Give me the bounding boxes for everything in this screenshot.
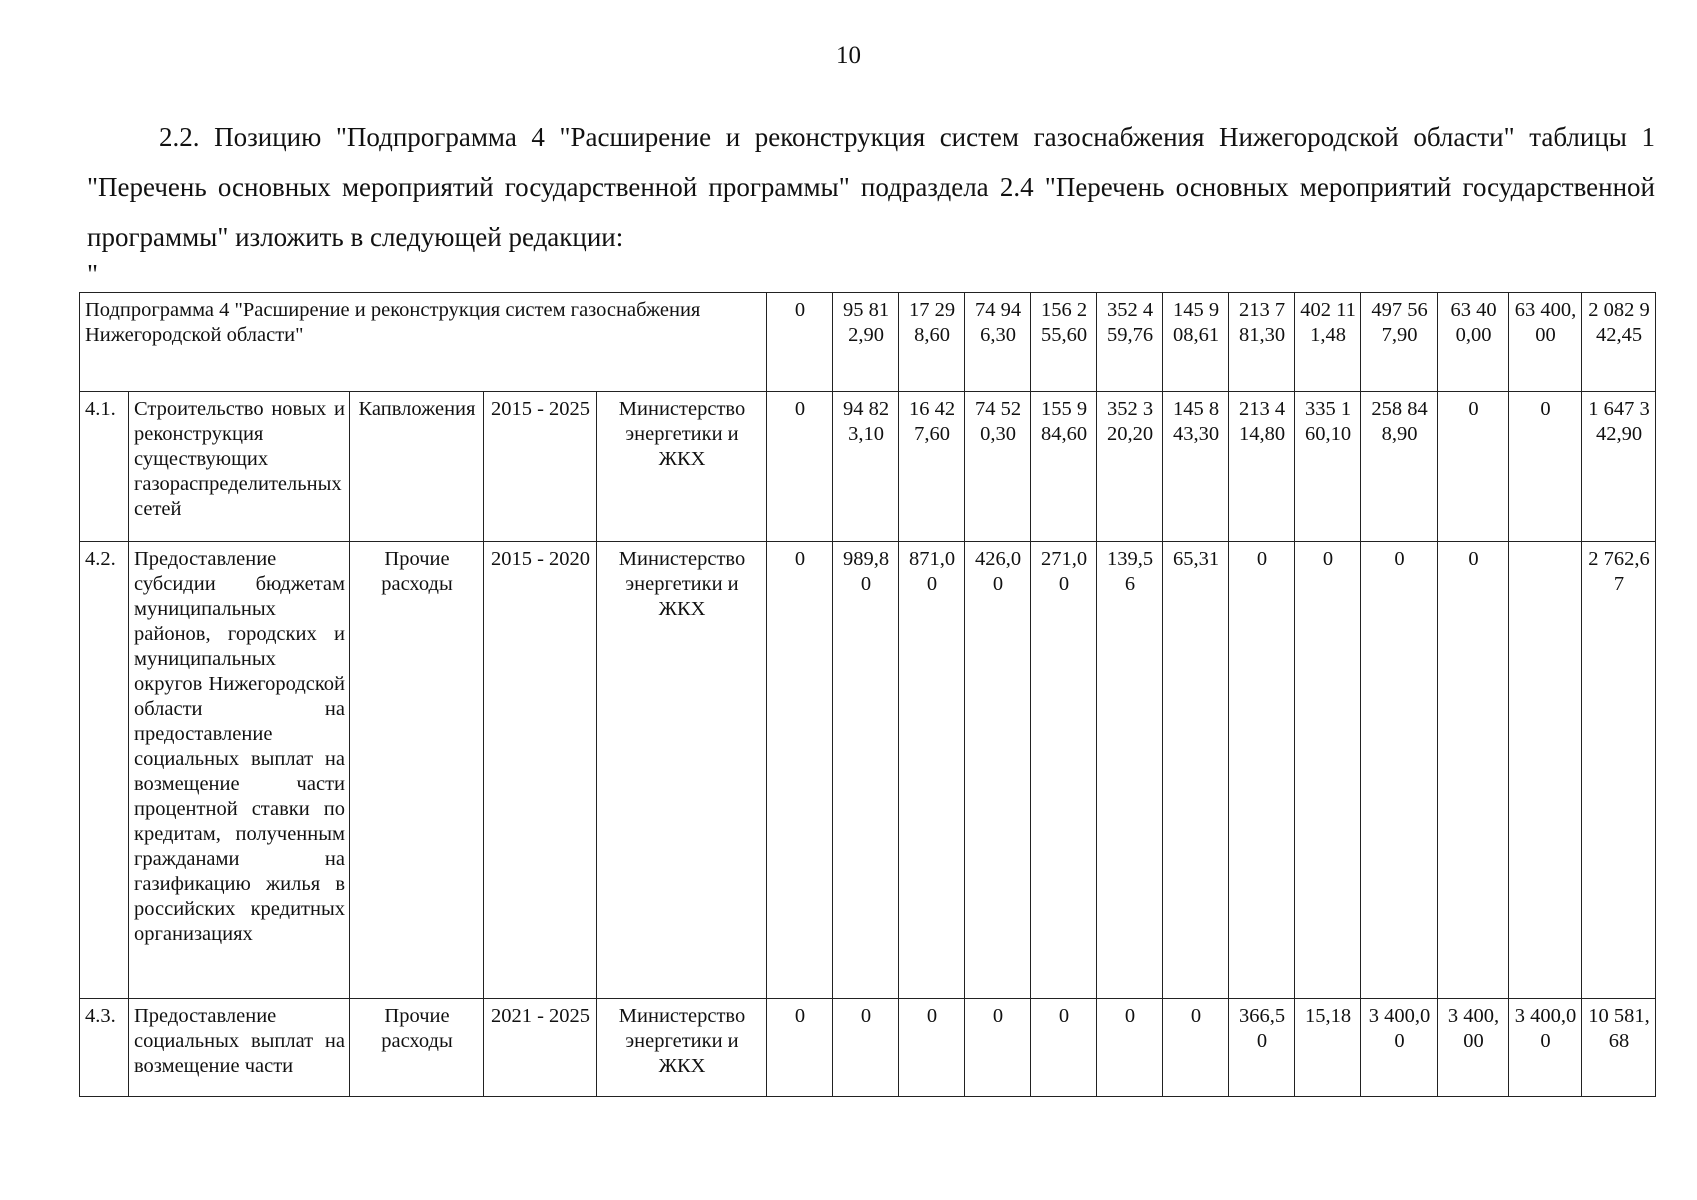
value-cell: 213 414,80 — [1229, 392, 1295, 542]
subprogram-title: Подпрограмма 4 "Расширение и реконструкция систем газоснабжения Нижегородской области" — [80, 293, 767, 392]
executor: Министерство энергетики и ЖКХ — [597, 542, 767, 999]
value-cell: 63 400,00 — [1509, 293, 1582, 392]
period: 2021 - 2025 — [484, 999, 597, 1097]
activities-table — [79, 292, 1656, 1097]
value-cell: 0 — [767, 542, 833, 999]
value-cell: 0 — [1097, 999, 1163, 1097]
value-cell — [1509, 542, 1582, 999]
intro-paragraph — [87, 112, 1655, 262]
value-cell: 0 — [899, 999, 965, 1097]
value-cell: 366,50 — [1229, 999, 1295, 1097]
value-cell: 94 823,10 — [833, 392, 899, 542]
value-cell: 0 — [1438, 392, 1509, 542]
period: 2015 - 2020 — [484, 542, 597, 999]
value-cell: 0 — [965, 999, 1031, 1097]
value-cell: 2 082 942,45 — [1582, 293, 1656, 392]
expense-type: Капвложения — [350, 392, 484, 542]
value-cell: 989,80 — [833, 542, 899, 999]
value-cell: 0 — [1295, 542, 1361, 999]
executor: Министерство энергетики и ЖКХ — [597, 999, 767, 1097]
value-cell: 352 459,76 — [1097, 293, 1163, 392]
table-row — [80, 999, 1656, 1097]
value-cell: 139,56 — [1097, 542, 1163, 999]
value-cell: 0 — [1163, 999, 1229, 1097]
value-cell: 0 — [1509, 392, 1582, 542]
value-cell: 145 843,30 — [1163, 392, 1229, 542]
value-cell: 0 — [1031, 999, 1097, 1097]
opening-quote: " — [87, 259, 99, 289]
value-cell: 63 400,00 — [1438, 293, 1509, 392]
row-number: 4.3. — [80, 999, 129, 1097]
value-cell: 1 647 342,90 — [1582, 392, 1656, 542]
activity-name: Строительство новых и реконструкция существующих газораспределительных сетей — [129, 392, 350, 542]
value-cell: 0 — [1361, 542, 1438, 999]
value-cell: 402 111,48 — [1295, 293, 1361, 392]
subprogram-row — [80, 293, 1656, 392]
activity-name: Предоставление субсидии бюджетам муниципальных районов, городских и муниципальных округов Нижегородской области на предоставление социальных выплат на возмещение части процентной ставки по кредитам, полученным гражданами на газификацию жилья в российских кредитных организациях — [129, 542, 350, 999]
value-cell: 271,00 — [1031, 542, 1097, 999]
value-cell: 65,31 — [1163, 542, 1229, 999]
value-cell: 352 320,20 — [1097, 392, 1163, 542]
value-cell: 3 400,00 — [1509, 999, 1582, 1097]
value-cell: 155 984,60 — [1031, 392, 1097, 542]
value-cell: 95 812,90 — [833, 293, 899, 392]
value-cell: 426,00 — [965, 542, 1031, 999]
value-cell: 3 400,00 — [1361, 999, 1438, 1097]
value-cell: 258 848,90 — [1361, 392, 1438, 542]
value-cell: 10 581,68 — [1582, 999, 1656, 1097]
executor: Министерство энергетики и ЖКХ — [597, 392, 767, 542]
value-cell: 145 908,61 — [1163, 293, 1229, 392]
row-number: 4.1. — [80, 392, 129, 542]
value-cell: 74 946,30 — [965, 293, 1031, 392]
row-number: 4.2. — [80, 542, 129, 999]
activity-name: Предоставление социальных выплат на возмещение части — [129, 999, 350, 1097]
value-cell: 17 298,60 — [899, 293, 965, 392]
value-cell: 3 400,00 — [1438, 999, 1509, 1097]
value-cell: 0 — [1229, 542, 1295, 999]
table-row — [80, 542, 1656, 999]
expense-type: Прочие расходы — [350, 542, 484, 999]
value-cell: 15,18 — [1295, 999, 1361, 1097]
value-cell: 0 — [833, 999, 899, 1097]
period: 2015 - 2025 — [484, 392, 597, 542]
value-cell: 0 — [767, 293, 833, 392]
value-cell: 497 567,90 — [1361, 293, 1438, 392]
value-cell: 335 160,10 — [1295, 392, 1361, 542]
value-cell: 0 — [767, 999, 833, 1097]
value-cell: 2 762,67 — [1582, 542, 1656, 999]
value-cell: 16 427,60 — [899, 392, 965, 542]
page-number: 10 — [836, 42, 861, 69]
value-cell: 156 255,60 — [1031, 293, 1097, 392]
value-cell: 74 520,30 — [965, 392, 1031, 542]
intro-text: 2.2. Позицию "Подпрограмма 4 "Расширение и реконструкция систем газоснабжения Нижегородской области" таблицы 1 "Перечень основных мероприятий государственной программы" подраздела 2.4 "Перечень основных мероприятий государственной программы" изложить в следующей редакции: — [87, 122, 1655, 252]
value-cell: 213 781,30 — [1229, 293, 1295, 392]
value-cell: 0 — [767, 392, 833, 542]
table-row — [80, 392, 1656, 542]
expense-type: Прочие расходы — [350, 999, 484, 1097]
value-cell: 871,00 — [899, 542, 965, 999]
value-cell: 0 — [1438, 542, 1509, 999]
